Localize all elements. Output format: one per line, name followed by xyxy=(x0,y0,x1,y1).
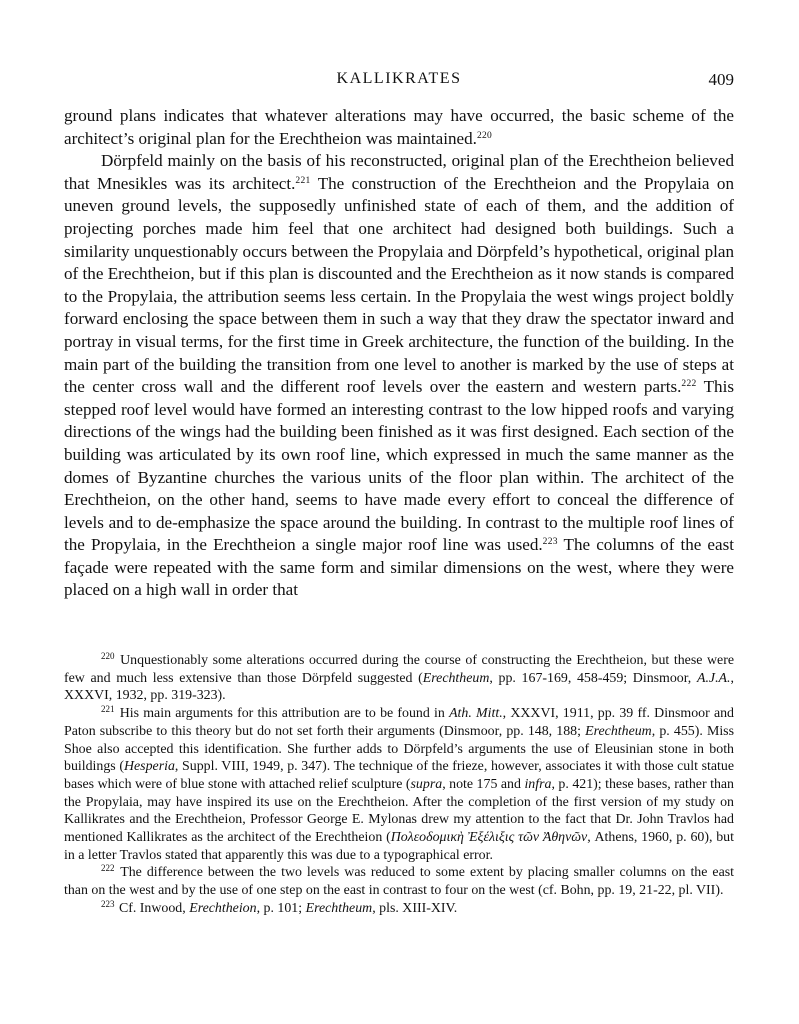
footnote-222 xyxy=(64,864,734,899)
footnote-number: 220 xyxy=(101,651,115,661)
page-header xyxy=(64,70,734,92)
paragraph-text: This stepped roof level would have formed an interesting contrast to the low hipped roofs and varying directions of the wings had the building been finished as it was first designed. Each section of the building was articulated by its own roof line, which expressed in much the same manner as the domes of Byzantine churches the various units of the floor plan within. The architect of the Erechtheion, on the other hand, seems to have made every effort to conceal the difference of levels and to de-emphasize the space around the building. In contrast to the multiple roof lines of the Propylaia, in the Erechtheion a single major roof line was used. xyxy=(64,377,735,555)
footnote-text: , Suppl. VIII, 1949, p. 347). The technique of the frieze, however, associates it with those cult statue bases which were of blue stone with attached relief sculpture ( xyxy=(64,759,735,792)
footnote-citation: supra xyxy=(410,776,443,792)
footnote-citation: Erechtheum xyxy=(585,723,652,739)
footnote-citation: A.J.A. xyxy=(696,670,731,686)
footnote-citation: Hesperia xyxy=(123,759,175,775)
footnotes xyxy=(64,652,734,918)
footnote-223 xyxy=(64,900,734,918)
footnote-text: , p. 421); these bases, rather than the Propylaia, may have inspired its use on the Erechtheion. After the completion of the first version of my study on Kallikrates and the Erechtheion, Professor George E. Mylonas drew my attention to the fact that Dr. John Travlos had mentioned Kallikrates as the architect of the Erechtheion ( xyxy=(64,776,735,846)
footnote-number: 223 xyxy=(101,898,115,909)
paragraph-text: ground plans indicates that whatever alterations may have occurred, the basic scheme of the architect’s original plan for the Erechtheion was maintained. xyxy=(64,106,734,148)
footnote-text: , XXXVI, 1932, pp. 319-323). xyxy=(64,670,734,704)
footnote-221 xyxy=(64,705,734,864)
footnote-number: 221 xyxy=(101,704,115,715)
footnote-text: The difference between the two levels was reduced to some extent by placing smaller columns on the east than on the west and by the use of one step on the east in contrast to four on the west (cf. Bohn, pp. 19, 21-22, pl. VII). xyxy=(64,865,734,899)
footnote-number: 222 xyxy=(101,863,115,874)
paragraph-text: Dörpfeld mainly on the basis of his reconstructed, original plan of the Erechtheion believed that Mnesikles was its architect. xyxy=(64,151,734,193)
footnote-ref-222: 222 xyxy=(681,379,697,390)
footnote-ref-221: 221 xyxy=(295,175,311,186)
footnote-citation: Πολεοδομικὴ Ἐξέλιξις τῶν Ἀθηνῶν xyxy=(390,830,588,846)
footnote-text: , note 175 and xyxy=(442,776,525,792)
main-text xyxy=(64,105,734,602)
paragraph-1 xyxy=(64,105,734,150)
footnote-text: , Athens, 1960, p. 60), but in a letter Travlos stated that apparently this was due to a typographical error. xyxy=(64,830,734,863)
footnote-text: , p. 455). Miss Shoe also accepted this identification. She further adds to Dörpfeld’s arguments the use of Eleusinian stone in both buildings ( xyxy=(64,723,734,775)
footnote-ref-223: 223 xyxy=(542,537,558,548)
paragraph-2 xyxy=(64,150,734,602)
page-number: 409 xyxy=(708,70,734,89)
footnote-text: , p. 101; xyxy=(256,900,306,916)
footnote-text: , XXXVI, 1911, pp. 39 ff. Dinsmoor and Paton subscribe to this theory but do not set forth their arguments (Dinsmoor, pp. 148, 188; xyxy=(64,706,734,739)
footnote-text: , pp. 167-169, 458-459; Dinsmoor, xyxy=(489,670,697,686)
footnote-220 xyxy=(64,652,734,705)
running-title: KALLIKRATES xyxy=(336,70,462,87)
footnote-text: His main arguments for this attribution are to be found in xyxy=(115,706,450,722)
footnote-citation: Erechtheion xyxy=(189,900,257,916)
footnote-ref-220: 220 xyxy=(476,130,493,141)
paragraph-text: The columns of the east façade were repeated with the same form and similar dimensions on the west, where they were placed on a high wall in order that xyxy=(64,535,734,600)
paragraph-text: The construction of the Erechtheion and the Propylaia on uneven ground levels, the supposedly unfinished state of each of them, and the addition of projecting porches made him feel that one architect had designed both buildings. Such a similarity unquestionably occurs between the Propylaia and Dörpfeld’s hypothetical, original plan of the Erechtheion, but if this plan is discounted and the Erechtheion as it now stands is compared to the Propylaia, the attribution seems less certain. In the Propylaia the west wings project boldly forward enclosing the space between them in such a way that they draw the spectator inward and portray in visual terms, for the first time in Greek architecture, the function of the building. In the main part of the building the transition from one level to another is marked by the use of steps at the center cross wall and the different roof levels over the eastern and western parts. xyxy=(64,173,734,397)
footnote-text: Unquestionably some alterations occurred during the course of constructing the Erechtheion, but these were few and much less extensive than those Dörpfeld suggested ( xyxy=(64,653,734,686)
footnote-citation: Erechtheum xyxy=(422,670,490,686)
footnote-citation: Ath. Mitt. xyxy=(449,706,503,722)
footnote-text: Cf. Inwood, xyxy=(115,900,190,916)
footnote-text: , pls. XIII-XIV. xyxy=(372,900,458,916)
footnote-citation: infra xyxy=(524,776,552,792)
footnote-citation: Erechtheum xyxy=(305,900,373,916)
